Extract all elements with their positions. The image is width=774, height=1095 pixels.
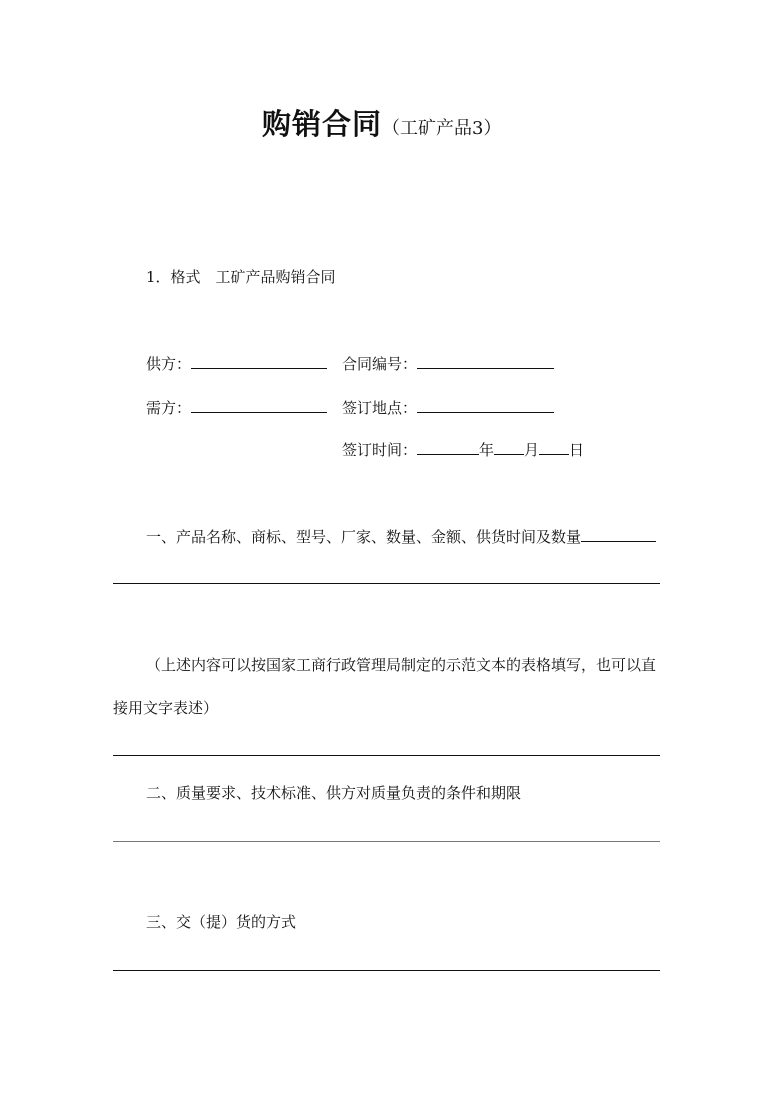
supplier-blank[interactable] <box>191 352 327 369</box>
note-line-1: （上述内容可以按国家工商行政管理局制定的示范文本的表格填写，也可以直 <box>146 656 657 674</box>
buyer-blank[interactable] <box>191 396 327 413</box>
day-blank[interactable] <box>539 438 569 455</box>
title-subtitle: （工矿产品3） <box>382 118 502 139</box>
sign-time-row <box>342 438 584 460</box>
title-main: 购销合同 <box>262 107 383 141</box>
section-2-rule[interactable] <box>113 841 660 842</box>
note-line-2: 接用文字表述） <box>113 699 219 717</box>
section-1-rule[interactable] <box>113 583 660 584</box>
note-rule[interactable] <box>113 755 660 756</box>
contract-no-label: 合同编号： <box>342 355 418 373</box>
buyer-row <box>146 396 327 418</box>
year-blank[interactable] <box>417 438 479 455</box>
sign-time-label: 签订时间： <box>342 441 418 459</box>
supplier-row <box>146 352 327 374</box>
day-label: 日 <box>569 441 585 459</box>
supplier-label: 供方： <box>146 355 192 373</box>
document-title <box>262 102 501 143</box>
month-blank[interactable] <box>494 438 524 455</box>
section-3-heading: 三、交（提）货的方式 <box>146 913 297 931</box>
month-label: 月 <box>524 441 540 459</box>
contract-no-row <box>342 352 554 374</box>
section-1-blank[interactable] <box>581 525 656 542</box>
section-1-heading <box>146 525 656 547</box>
year-label: 年 <box>479 441 495 459</box>
contract-no-blank[interactable] <box>417 352 554 369</box>
sign-place-row <box>342 396 554 418</box>
section-3-rule[interactable] <box>113 970 660 971</box>
section-1-text: 一、产品名称、商标、型号、厂家、数量、金额、供货时间及数量 <box>146 528 582 546</box>
format-line: 1．格式 工矿产品购销合同 <box>146 268 336 286</box>
sign-place-label: 签订地点： <box>342 399 418 417</box>
section-2-heading: 二、质量要求、技术标准、供方对质量负责的条件和期限 <box>146 784 522 802</box>
buyer-label: 需方： <box>146 399 192 417</box>
sign-place-blank[interactable] <box>417 396 554 413</box>
